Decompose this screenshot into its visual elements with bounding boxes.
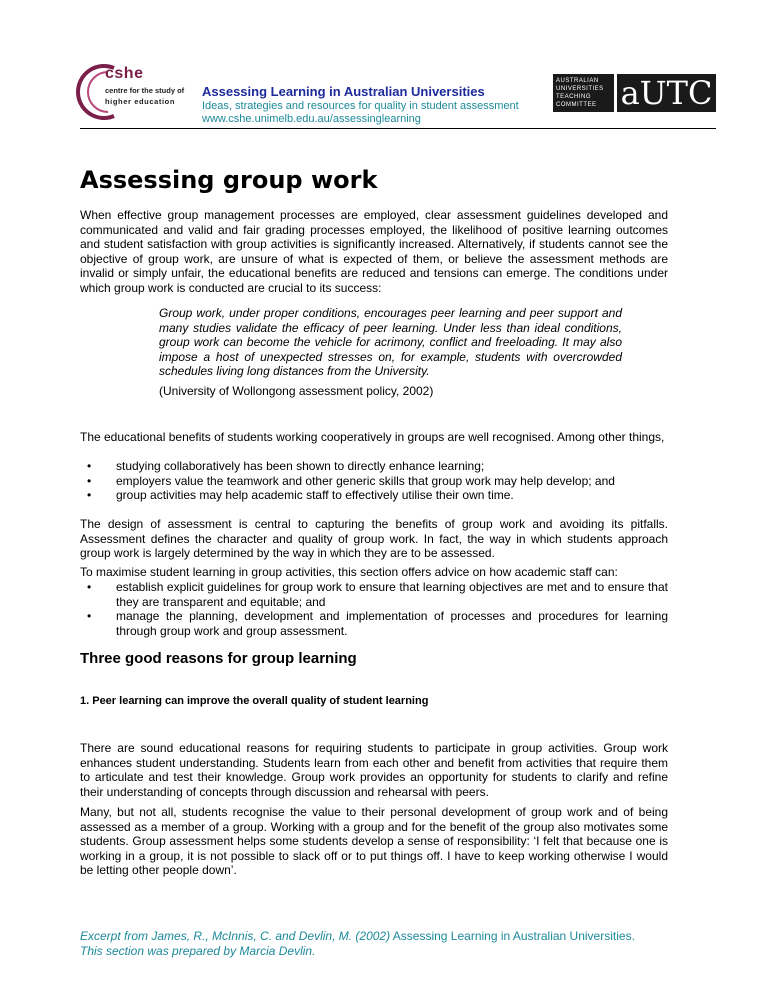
autc-line: COMMITTEE bbox=[556, 102, 597, 108]
list-item: • group activities may help academic staff to effectively utilise their own time. bbox=[87, 488, 514, 502]
footer-prefix: Excerpt from James, R., McInnis, C. and Devlin, M. (2002) bbox=[80, 929, 391, 943]
header-divider bbox=[80, 128, 716, 129]
policy-quote: Group work, under proper conditions, encourages peer learning and peer support and many studies validate the efficacy of peer learning. Under less than ideal conditions, group work can become the vehicle for acrimony, conflict and freeloading. It may also impose a host of unexpected stresses on, for example, students with overcrowded schedules living long distances from the University. bbox=[159, 306, 622, 378]
section-heading: Three good reasons for group learning bbox=[80, 650, 357, 667]
autc-line: TEACHING bbox=[556, 94, 592, 100]
benefits-list bbox=[80, 459, 668, 503]
bullet-icon: • bbox=[87, 580, 92, 594]
header-subtitle: Ideas, strategies and resources for quality in student assessment bbox=[202, 100, 519, 112]
header-url[interactable]: www.cshe.unimelb.edu.au/assessinglearning bbox=[202, 113, 421, 125]
cshe-logo-line2: higher education bbox=[105, 97, 176, 106]
cshe-logo-line1: centre for the study of bbox=[105, 86, 185, 95]
cshe-logo-word: cshe bbox=[105, 65, 144, 82]
list-item: • manage the planning, development and implementation of processes and procedures for learning through group work and group assessment. bbox=[87, 609, 668, 638]
bullet-icon: • bbox=[87, 473, 92, 488]
autc-line: AUSTRALIAN bbox=[556, 78, 599, 84]
bullet-icon: • bbox=[87, 488, 92, 502]
autc-line: UNIVERSITIES bbox=[556, 86, 604, 92]
benefits-intro: The educational benefits of students working cooperatively in groups are well recognised. Among other things, bbox=[80, 430, 665, 444]
autc-logo-text-block bbox=[553, 74, 614, 112]
header-title: Assessing Learning in Australian Universities bbox=[202, 84, 485, 99]
header-text bbox=[202, 84, 519, 126]
footer-suffix: This section was prepared by Marcia Devlin. bbox=[80, 943, 316, 958]
design-paragraph: The design of assessment is central to capturing the benefits of group work and avoiding its pitfalls. Assessment defines the character and quality of group work. In fact, the way in which students approach group work is largely determined by the way in which they are to be assessed. bbox=[80, 517, 668, 560]
list-item: • employers value the teamwork and other generic skills that group work may help develop; and bbox=[87, 473, 615, 488]
subsection-heading: 1. Peer learning can improve the overall quality of student learning bbox=[80, 695, 429, 707]
autc-logo-word: aUTC bbox=[617, 74, 716, 112]
autc-logo bbox=[553, 74, 716, 112]
reasons-paragraph: There are sound educational reasons for requiring students to participate in group activities. Group work enhances student understanding. Students learn from each other and benefit from activities that require them to articulate and test their knowledge. Group work provides an opportunity for students to clarify and refine their understanding of concepts through discussion and rehearsal with peers. bbox=[80, 741, 668, 799]
cshe-logo bbox=[70, 60, 190, 122]
list-item: • establish explicit guidelines for group work to ensure that learning objectives are met and to ensure that they are transparent and equitable; and bbox=[87, 580, 668, 609]
page-title: Assessing group work bbox=[80, 166, 378, 194]
quote-source: (University of Wollongong assessment policy, 2002) bbox=[159, 384, 434, 398]
advice-intro: To maximise student learning in group activities, this section offers advice on how academic staff can: bbox=[80, 565, 618, 579]
bullet-icon: • bbox=[87, 459, 92, 473]
footer-book-title: Assessing Learning in Australian Universities. bbox=[392, 929, 635, 943]
list-item: • studying collaboratively has been shown to directly enhance learning; bbox=[87, 459, 485, 473]
advice-list bbox=[80, 580, 668, 638]
value-paragraph: Many, but not all, students recognise the value to their personal development of group work and of being assessed as a member of a group. Working with a group and for the benefit of the group also motivates some students. Group assessment helps some students develop a sense of responsibility: ‘I felt that because one is working in a group, it is not possible to slack off or to put things off. I have to keep working otherwise I would be letting other people down’. bbox=[80, 805, 668, 877]
bullet-icon: • bbox=[87, 609, 92, 623]
intro-paragraph: When effective group management processes are employed, clear assessment guidelines developed and communicated and valid and fair grading processes employed, the likelihood of positive learning outcomes and student satisfaction with group activities is significantly increased. Alternatively, if students cannot see the objective of group work, are unsure of what is expected of them, or believe the assessment methods are invalid or simply unfair, the educational benefits are reduced and tensions can emerge. The conditions under which group work is conducted are crucial to its success: bbox=[80, 208, 668, 295]
footer-citation bbox=[80, 929, 640, 958]
